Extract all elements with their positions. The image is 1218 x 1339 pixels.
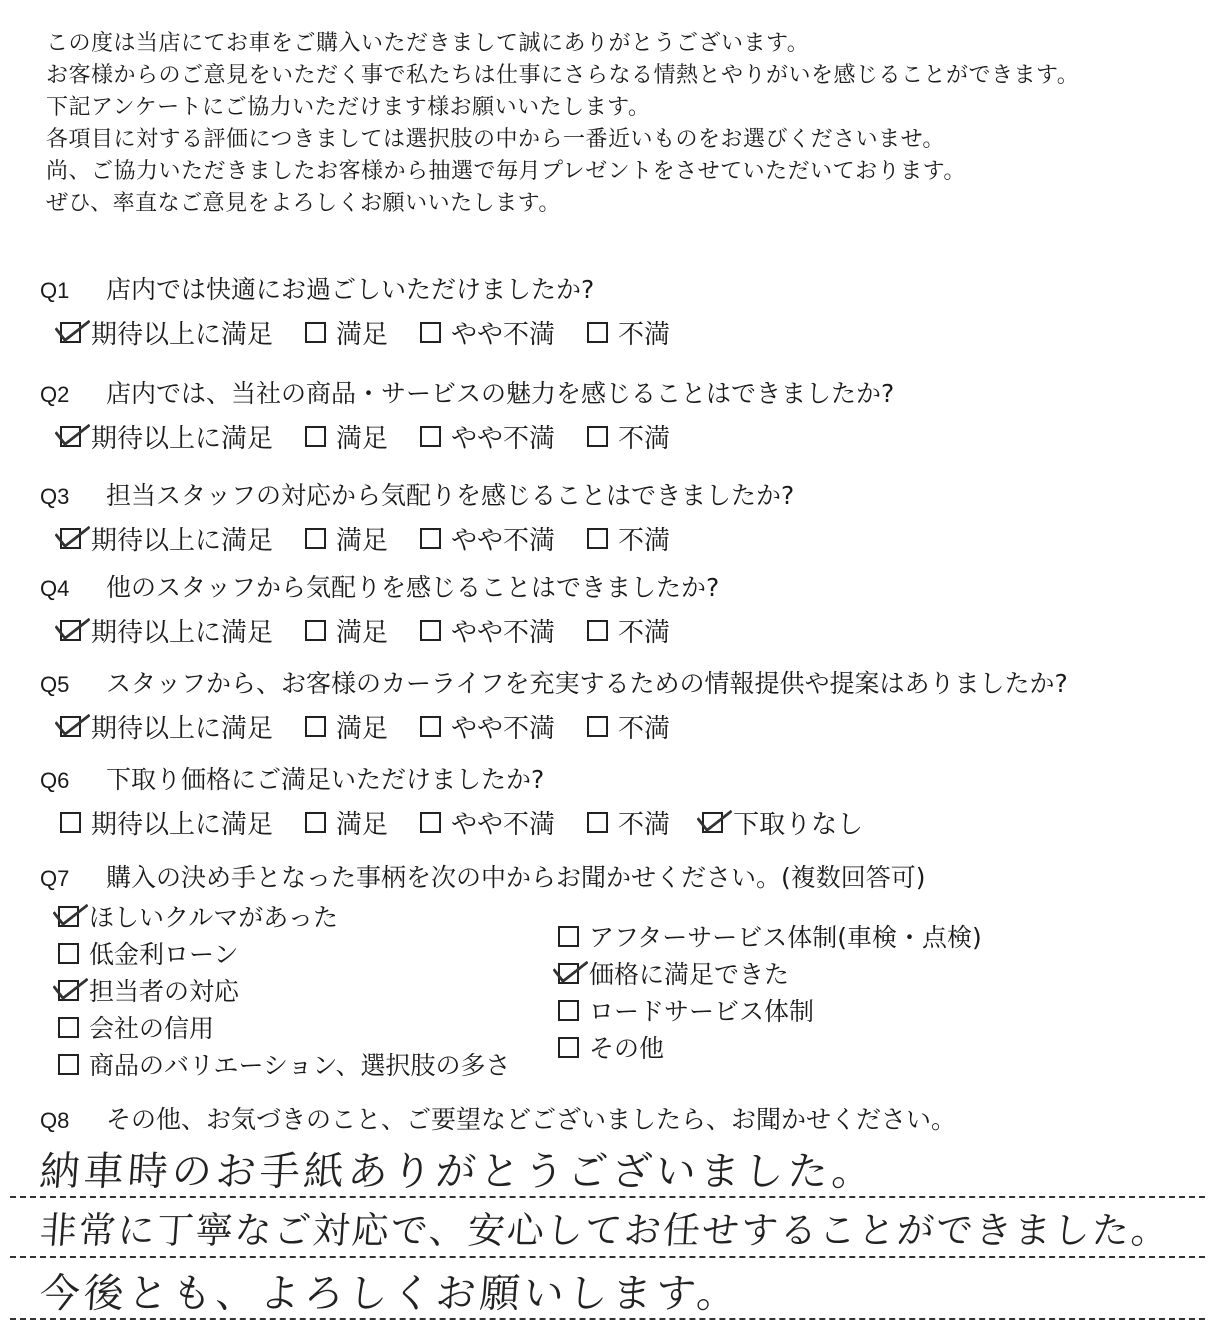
- question-7: [40, 858, 1210, 894]
- q7-option[interactable]: 低金利ローン: [58, 939, 511, 967]
- checkbox-checked[interactable]: [558, 963, 579, 984]
- question-number: Q2: [40, 382, 70, 407]
- question-6: [40, 760, 1210, 841]
- option-somewhat-dissatisfied[interactable]: やや不満: [420, 314, 555, 351]
- option-exceeded[interactable]: 期待以上に満足: [60, 804, 273, 841]
- intro-line: この度は当店にてお車をご購入いただきまして誠にありがとうございます。: [46, 31, 810, 56]
- checkbox-checked[interactable]: [60, 322, 81, 343]
- q7-option[interactable]: ほしいクルマがあった: [58, 902, 511, 930]
- checkbox-checked[interactable]: [60, 528, 81, 549]
- question-number: Q3: [40, 484, 70, 509]
- question-number: Q6: [40, 768, 70, 793]
- dashed-rule: [10, 1318, 1205, 1320]
- option-somewhat-dissatisfied[interactable]: やや不満: [420, 612, 555, 649]
- question-text: 他のスタッフから気配りを感じることはできましたか?: [106, 573, 720, 602]
- question-text: 店内では、当社の商品・サービスの魅力を感じることはできましたか?: [106, 379, 895, 408]
- question-text: その他、お気づきのこと、ご要望などございましたら、お聞かせください。: [106, 1105, 957, 1134]
- q7-option[interactable]: 価格に満足できた: [558, 959, 982, 987]
- checkbox[interactable]: [587, 716, 608, 737]
- option-exceeded[interactable]: 期待以上に満足: [60, 708, 273, 745]
- option-dissatisfied[interactable]: 不満: [587, 314, 670, 351]
- checkbox[interactable]: [58, 1017, 79, 1038]
- question-1: [40, 270, 1210, 351]
- dashed-rule: [10, 1196, 1205, 1198]
- checkbox[interactable]: [587, 620, 608, 641]
- handwritten-comment-line: 非常に丁寧なご対応で、安心してお任せすることができました。: [38, 1209, 1172, 1252]
- q7-option[interactable]: 担当者の対応: [58, 976, 511, 1004]
- checkbox[interactable]: [305, 528, 326, 549]
- checkbox-checked[interactable]: [58, 980, 79, 1001]
- question-number: Q5: [40, 672, 70, 697]
- question-text: 担当スタッフの対応から気配りを感じることはできましたか?: [106, 481, 795, 510]
- dashed-rule: [10, 1256, 1205, 1258]
- q7-right-column: [558, 922, 982, 1070]
- checkbox-checked[interactable]: [60, 620, 81, 641]
- q7-left-column: [58, 902, 511, 1087]
- question-4: [40, 568, 1210, 649]
- question-number: Q8: [40, 1108, 70, 1133]
- intro-line: 下記アンケートにご協力いただけます様お願いいたします。: [46, 95, 651, 120]
- checkbox[interactable]: [587, 812, 608, 833]
- option-somewhat-dissatisfied[interactable]: やや不満: [420, 708, 555, 745]
- question-2: [40, 374, 1210, 455]
- handwritten-comment-line: 納車時のお手紙ありがとうございました。: [38, 1149, 878, 1195]
- checkbox-checked[interactable]: [60, 426, 81, 447]
- option-exceeded[interactable]: 期待以上に満足: [60, 418, 273, 455]
- option-exceeded[interactable]: 期待以上に満足: [60, 520, 273, 557]
- checkbox[interactable]: [420, 322, 441, 343]
- handwritten-comment-line: 今後とも、よろしくお願いします。: [38, 1271, 743, 1317]
- question-3: [40, 476, 1210, 557]
- q7-option[interactable]: その他: [558, 1033, 982, 1061]
- checkbox[interactable]: [420, 620, 441, 641]
- checkbox[interactable]: [587, 528, 608, 549]
- option-dissatisfied[interactable]: 不満: [587, 418, 670, 455]
- intro-line: 尚、ご協力いただきましたお客様から抽選で毎月プレゼントをさせていただいております。: [46, 159, 966, 184]
- option-dissatisfied[interactable]: 不満: [587, 612, 670, 649]
- checkbox[interactable]: [58, 1054, 79, 1075]
- q7-option[interactable]: 会社の信用: [58, 1013, 511, 1041]
- question-number: Q1: [40, 278, 70, 303]
- checkbox[interactable]: [305, 620, 326, 641]
- checkbox[interactable]: [558, 926, 579, 947]
- option-dissatisfied[interactable]: 不満: [587, 708, 670, 745]
- question-number: Q7: [40, 866, 70, 891]
- option-no-trade-in[interactable]: 下取りなし: [702, 804, 863, 841]
- checkbox[interactable]: [558, 1000, 579, 1021]
- option-somewhat-dissatisfied[interactable]: やや不満: [420, 418, 555, 455]
- option-exceeded[interactable]: 期待以上に満足: [60, 612, 273, 649]
- option-dissatisfied[interactable]: 不満: [587, 520, 670, 557]
- checkbox[interactable]: [58, 943, 79, 964]
- checkbox[interactable]: [420, 812, 441, 833]
- checkbox[interactable]: [420, 716, 441, 737]
- checkbox[interactable]: [420, 528, 441, 549]
- intro-line: 各項目に対する評価につきましては選択肢の中から一番近いものをお選びくださいませ。: [46, 127, 945, 152]
- checkbox[interactable]: [305, 812, 326, 833]
- option-exceeded[interactable]: 期待以上に満足: [60, 314, 273, 351]
- checkbox[interactable]: [305, 716, 326, 737]
- q7-option[interactable]: ロードサービス体制: [558, 996, 982, 1024]
- checkbox-checked[interactable]: [58, 906, 79, 927]
- option-satisfied[interactable]: 満足: [305, 314, 388, 351]
- checkbox[interactable]: [587, 322, 608, 343]
- option-satisfied[interactable]: 満足: [305, 418, 388, 455]
- option-satisfied[interactable]: 満足: [305, 612, 388, 649]
- question-8: [40, 1100, 1210, 1136]
- checkbox[interactable]: [305, 322, 326, 343]
- checkbox[interactable]: [420, 426, 441, 447]
- checkbox[interactable]: [587, 426, 608, 447]
- intro-text: [46, 28, 1206, 220]
- option-dissatisfied[interactable]: 不満: [587, 804, 670, 841]
- checkbox[interactable]: [305, 426, 326, 447]
- question-text: 下取り価格にご満足いただけましたか?: [106, 765, 545, 794]
- question-text: 店内では快適にお過ごしいただけましたか?: [106, 275, 595, 304]
- option-satisfied[interactable]: 満足: [305, 804, 388, 841]
- checkbox[interactable]: [558, 1037, 579, 1058]
- option-satisfied[interactable]: 満足: [305, 520, 388, 557]
- option-somewhat-dissatisfied[interactable]: やや不満: [420, 804, 555, 841]
- checkbox-checked[interactable]: [60, 716, 81, 737]
- intro-line: ぜひ、率直なご意見をよろしくお願いいたします。: [46, 191, 561, 216]
- intro-line: お客様からのご意見をいただく事で私たちは仕事にさらなる情熱とやりがいを感じることができます。: [46, 63, 1080, 88]
- checkbox[interactable]: [60, 812, 81, 833]
- q7-option[interactable]: 商品のバリエーション、選択肢の多さ: [58, 1050, 511, 1078]
- q7-option[interactable]: アフターサービス体制(車検・点検): [558, 922, 982, 950]
- question-text: 購入の決め手となった事柄を次の中からお聞かせください。(複数回答可): [106, 863, 926, 892]
- checkbox-checked[interactable]: [702, 812, 723, 833]
- question-number: Q4: [40, 576, 70, 601]
- option-somewhat-dissatisfied[interactable]: やや不満: [420, 520, 555, 557]
- question-5: [40, 664, 1210, 745]
- option-satisfied[interactable]: 満足: [305, 708, 388, 745]
- question-text: スタッフから、お客様のカーライフを充実するための情報提供や提案はありましたか?: [106, 669, 1068, 698]
